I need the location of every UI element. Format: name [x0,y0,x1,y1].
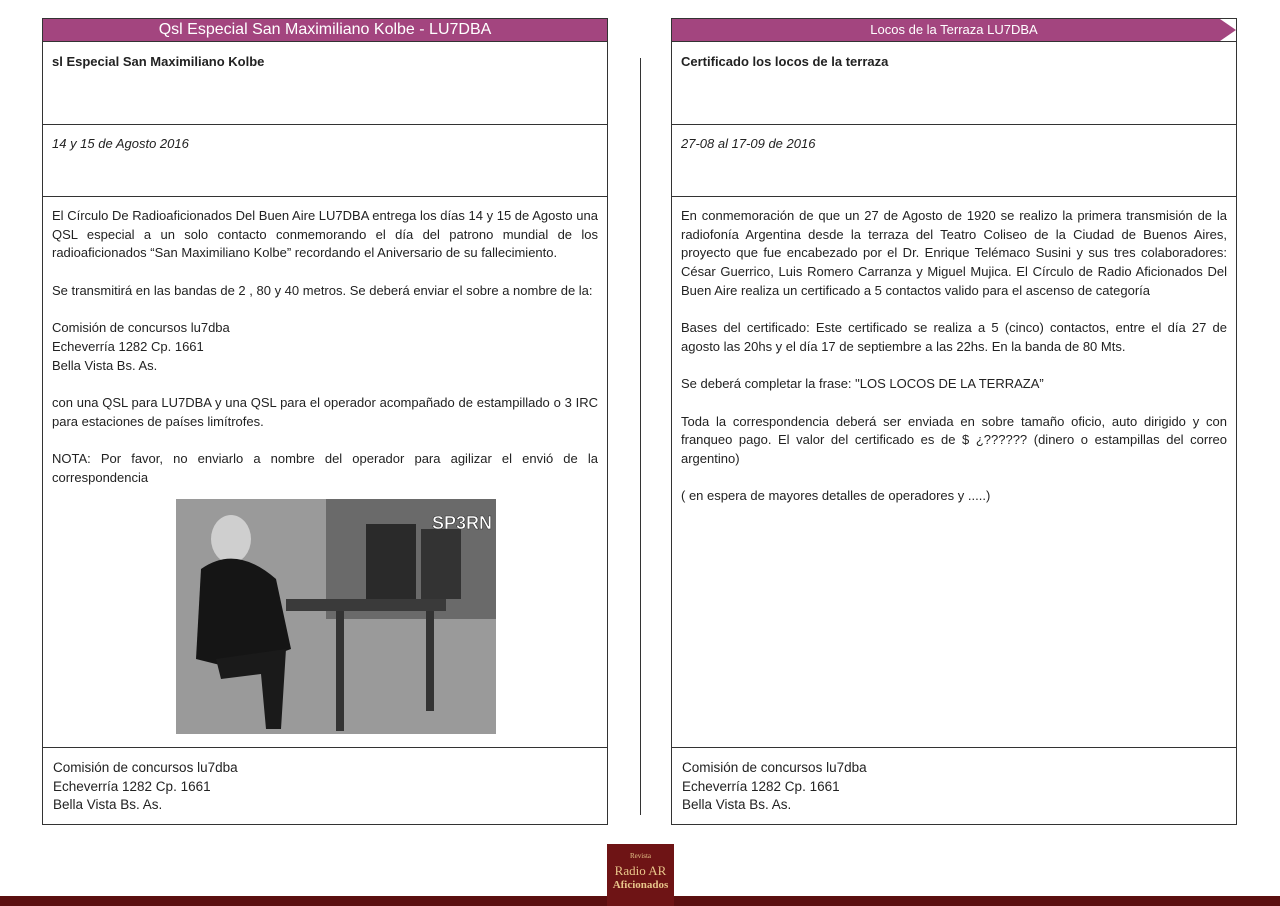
logo-top: Revista [630,852,651,860]
photo-watermark: SP3RN [431,513,492,533]
paragraph: NOTA: Por favor, no enviarlo a nombre del operador para agilizar el envió de la correspondencia [52,451,598,485]
paragraph: ( en espera de mayores detalles de operadores y .....) [681,488,991,504]
right-footer [672,748,1236,815]
paragraph: Se transmitirá en las bandas de 2 , 80 y 40 metros. Se deberá enviar el sobre a nombre de la: [52,282,593,298]
right-header-text: Locos de la Terraza LU7DBA [870,22,1038,37]
right-date: 27-08 al 17-09 de 2016 [672,125,1236,197]
logo-line1: Radio AR [614,863,667,878]
left-article [42,18,608,825]
right-header [672,19,1236,42]
left-footer [43,748,607,815]
photo-image [176,499,496,734]
paragraph: Se deberá completar la frase: "LOS LOCOS DE LA TERRAZA” [681,376,1044,392]
paragraph: Bases del certificado: Este certificado se realiza a 5 (cinco) contactos, entre el día 27 de agosto las 20hs y el día 17 de septiembre a las 22hs. En la banda de 80 Mts. [681,320,1227,354]
magazine-logo [607,844,674,906]
paragraph: Toda la correspondencia deberá ser enviada en sobre tamaño oficio, auto dirigido y con franqueo pago. El valor del certificado es de $ ¿?????? (dinero o estampillas del correo argentino) [681,413,1227,467]
footer-line: Bella Vista Bs. As. [53,797,163,812]
left-header: Qsl Especial San Maximiliano Kolbe - LU7DBA [43,19,607,42]
footer-line: Echeverría 1282 Cp. 1661 [682,778,840,794]
paragraph: El Círculo De Radioaficionados Del Buen Aire LU7DBA entrega los días 14 y 15 de Agosto una QSL especial a un solo contacto conmemorando el día del patrono mundial de los radioaficionados “San Maximiliano Kolbe” recordando el Aniversario de su fallecimiento. [52,208,598,261]
footer-line: Comisión de concursos lu7dba [53,760,238,775]
footer-line: Bella Vista Bs. As. [682,797,792,812]
left-date: 14 y 15 de Agosto 2016 [43,125,607,197]
footer-line: Echeverría 1282 Cp. 1661 [53,778,211,794]
logo-line2: Aficionados [612,879,669,891]
left-title: sl Especial San Maximiliano Kolbe [43,42,607,125]
right-article [671,18,1237,825]
column-divider [640,58,641,815]
address: Comisión de concursos lu7dba Echeverría 1282 Cp. 1661 Bella Vista Bs. As. [52,320,230,373]
kolbe-radio-photo [176,499,496,734]
paragraph: En conmemoración de que un 27 de Agosto de 1920 se realizo la primera transmisión de la radiofonía Argentina desde la terraza del Teatro Coliseo de la Ciudad de Buenos Aires, proyecto que fue encabezado por el Dr. Enrique Telémaco Susini y sus tres colaboradores: César Guerrico, Luis Romero Carranza y Miguel Mujica. El Círculo de Radio Aficionados Del Buen Aire realiza un certificado a 5 contactos valido para el ascenso de categoría [681,208,1227,298]
right-title: Certificado los locos de la terraza [672,42,1236,125]
arrow-shape [1220,19,1236,41]
left-body [43,197,607,748]
right-body [672,197,1236,748]
paragraph: con una QSL para LU7DBA y una QSL para el operador acompañado de estampillado o 3 IRC para estaciones de países limítrofes. [52,394,598,429]
footer-line: Comisión de concursos lu7dba [682,760,867,775]
